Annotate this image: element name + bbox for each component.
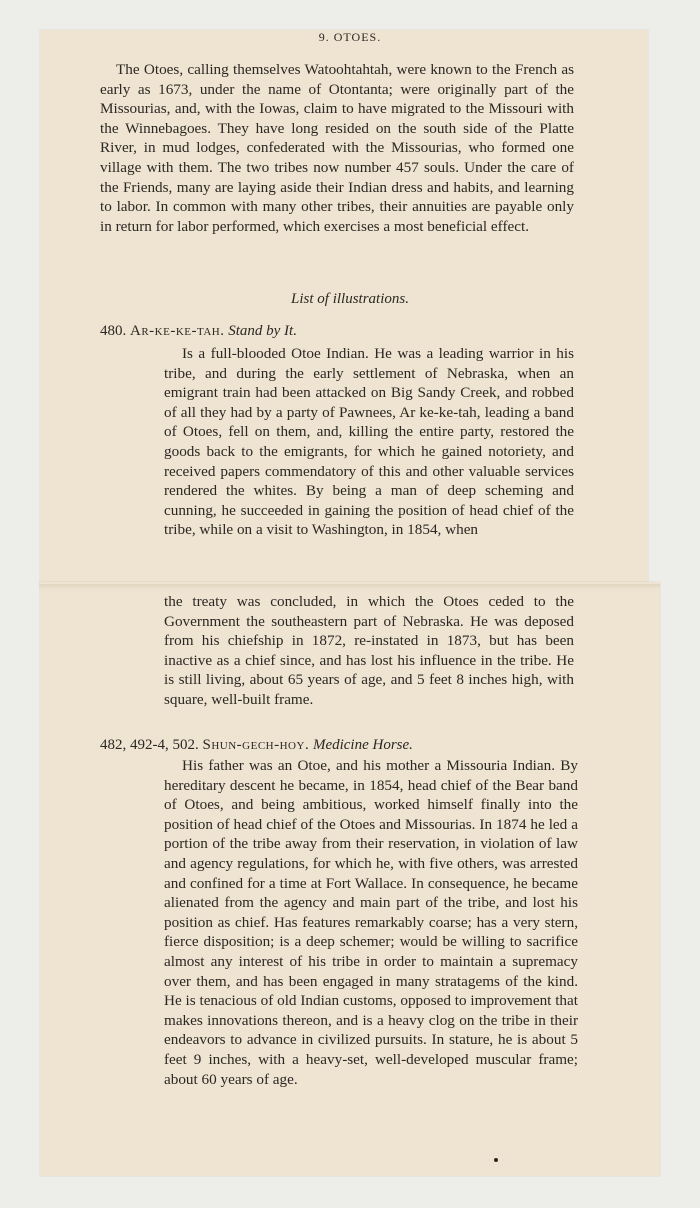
entry-480-heading: [100, 322, 297, 340]
entry-482-heading: [100, 736, 413, 754]
ink-speck: [494, 1158, 498, 1162]
entry-number: 482, 492-4, 502.: [100, 737, 199, 753]
page-header: 9. OTOES.: [318, 30, 382, 44]
entry-482-body: His father was an Otoe, and his mother a Missouria Indian. By hereditary descent he became, in 1854, head chief of the Bear band of Otoes, and being ambitious, worked himself finally into the position of head chief of the Otoes and Missourias. In 1874 he led a portion of the tribe away from their reservation, in violation of law and agency regulations, for which he, with five others, was arrested and confined for a time at Fort Wallace. In consequence, he became alienated from the agency and main part of the tribe, and lost his position as chief. Has features remarkably coarse; has a very stern, fierce disposition; is a deep schemer; would be willing to sacrifice almost any interest of his tribe in order to maintain a supremacy over them, and has been engaged in many stratagems of the kind. He is tenacious of old Indian customs, opposed to improvement that makes innovations thereon, and is a heavy clog on the tribe in their endeavors to advance in civilized pursuits. In stature, he is about 5 feet 9 inches, with a heavy-set, well-developed muscular frame; about 60 years of age.: [164, 757, 578, 1088]
entry-name: Shun-gech-hoy.: [202, 737, 310, 753]
list-title: List of illustrations.: [291, 291, 409, 307]
entry-480-paragraph-2: the treaty was concluded, in which the Otoes ceded to the Government the southeastern part of Nebraska. He was deposed from his chiefship in 1872, re-instated in 1873, but has been inactive as a chief since, and has lost his influence in the tribe. He is still living, about 65 years of age, and 5 feet 8 inches high, with square, well-built frame.: [164, 593, 574, 708]
entry-translation: Stand by It.: [228, 323, 297, 339]
entry-translation: Medicine Horse.: [312, 737, 413, 753]
paper-seam: [40, 584, 660, 590]
entry-name: Ar-ke-ke-tah.: [130, 323, 225, 339]
entry-number: 480.: [100, 323, 127, 339]
intro-paragraph: The Otoes, calling themselves Watoohtahtah, were known to the French as early as 1673, under the name of Otontanta; were originally part of the Missourias, and, with the Iowas, claim to have migrated to the Missouri with the Winnebagoes. They have long resided on the south side of the Platte River, in mud lodges, confederated with the Missourias, who formed one village with them. The two tribes now number 457 souls. Under the care of the Friends, many are laying aside their Indian dress and habits, and learning to labor. In common with many other tribes, their annuities are payable only in return for labor performed, which exercises a most beneficial effect.: [100, 61, 574, 235]
entry-480-paragraph-1: Is a full-blooded Otoe Indian. He was a leading warrior in his tribe, and during the early settlement of Nebraska, when an emigrant train had been attacked on Big Sandy Creek, and robbed of all they had by a party of Pawnees, Ar ke-ke-tah, leading a band of Otoes, fell on them, and, killing the entire party, restored the goods back to the emigrants, for which he gained notoriety, and received papers commendatory of this and other valuable services rendered the whites. By being a man of deep scheming and cunning, he succeeded in gaining the position of head chief of the tribe, while on a visit to Washington, in 1854, when: [164, 345, 574, 539]
